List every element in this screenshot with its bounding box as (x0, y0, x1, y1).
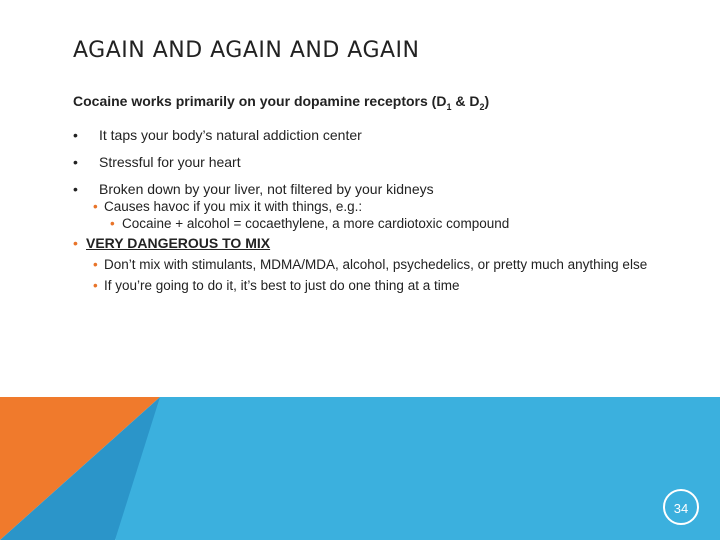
bullet-dot-icon: • (73, 234, 78, 251)
sub-bullet-item: • If you’re going to do it, it’s best to just do one thing at a time (93, 277, 460, 293)
content-heading: Cocaine works primarily on your dopamine receptors ($D_1$ & $D_2$) (73, 93, 490, 112)
bullet-dot-icon: • (73, 153, 78, 170)
bullet-item: • It taps your body’s natural addiction center (73, 126, 362, 143)
slide-content (73, 92, 673, 294)
page-number-badge: 34 (663, 489, 699, 525)
sub-bullet-item: • Causes havoc if you mix it with things, e.g.: (93, 198, 363, 214)
bullet-dot-icon: • (110, 215, 115, 231)
bullet-dot-icon: • (93, 256, 98, 272)
sub-sub-bullet-item: • Cocaine + alcohol = cocaethylene, a more cardiotoxic compound (110, 215, 510, 231)
bullet-dot-icon: • (93, 277, 98, 293)
bullet-item: • Stressful for your heart (73, 153, 241, 170)
decorative-footer-band (0, 397, 720, 540)
danger-bullet (73, 234, 673, 252)
danger-label: VERY DANGEROUS TO MIX (86, 234, 271, 251)
light-blue-shape (115, 397, 720, 540)
bullet-dot-icon: • (93, 198, 98, 214)
sub-bullet-item: • Don’t mix with stimulants, MDMA/MDA, alcohol, psychedelics, or pretty much anything else (93, 256, 648, 272)
bullet-item: • Broken down by your liver, not filtered by your kidneys (73, 180, 434, 197)
bullet-dot-icon: • (73, 180, 78, 197)
slide-title: AGAIN AND AGAIN AND AGAIN (73, 38, 420, 63)
bullet-dot-icon: • (73, 126, 78, 143)
